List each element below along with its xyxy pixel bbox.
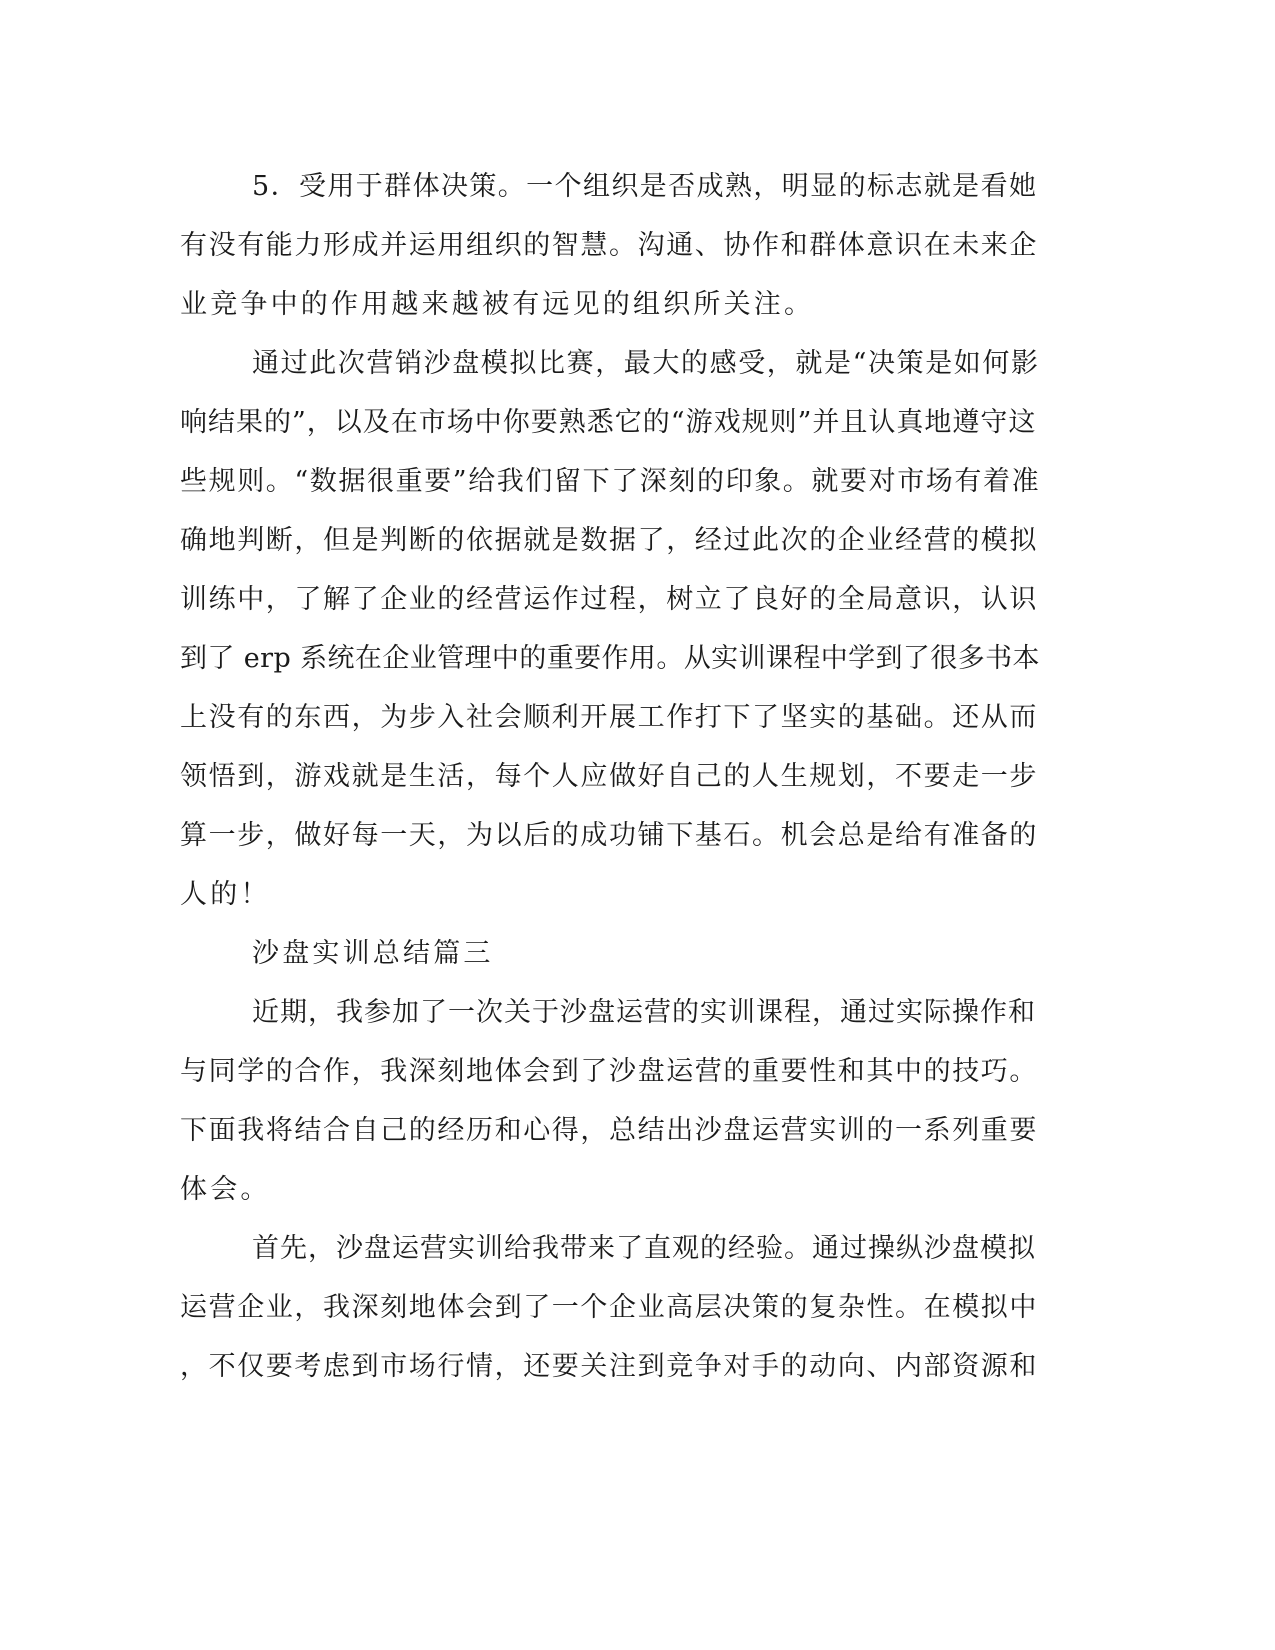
text-line: 运营企业，我深刻地体会到了一个企业高层决策的复杂性。在模拟中 — [180, 1292, 1038, 1323]
text-line: 人的！ — [180, 879, 271, 910]
text-line: 有没有能力形成并运用组织的智慧。沟通、协作和群体意识在未来企 — [180, 230, 1038, 261]
text-line: 领悟到，游戏就是生活，每个人应做好自己的人生规划，不要走一步 — [180, 761, 1038, 792]
text-line: 5．受用于群体决策。一个组织是否成熟，明显的标志就是看她 — [252, 171, 1038, 202]
text-line: 算一步，做好每一天，为以后的成功铺下基石。机会总是给有准备的 — [180, 820, 1038, 851]
text-line: 训练中，了解了企业的经营运作过程，树立了良好的全局意识，认识 — [180, 584, 1038, 615]
text-line: 近期，我参加了一次关于沙盘运营的实训课程，通过实际操作和 — [252, 997, 1036, 1028]
text-line: 体会。 — [180, 1174, 271, 1205]
text-line: ，不仅要考虑到市场行情，还要关注到竞争对手的动向、内部资源和 — [180, 1351, 1038, 1382]
text-line: 业竞争中的作用越来越被有远见的组织所关注。 — [180, 289, 815, 320]
text-line: 上没有的东西，为步入社会顺利开展工作打下了坚实的基础。还从而 — [180, 702, 1038, 733]
text-line: 确地判断，但是判断的依据就是数据了，经过此次的企业经营的模拟 — [180, 525, 1038, 556]
text-line: 响结果的”，以及在市场中你要熟悉它的“游戏规则”并且认真地遵守这 — [180, 407, 1037, 438]
document-body — [180, 157, 1040, 1396]
text-line: 下面我将结合自己的经历和心得，总结出沙盘运营实训的一系列重要 — [180, 1115, 1038, 1146]
text-line: 与同学的合作，我深刻地体会到了沙盘运营的重要性和其中的技巧。 — [180, 1056, 1038, 1087]
text-line: 到了 erp 系统在企业管理中的重要作用。从实训课程中学到了很多书本 — [180, 643, 1040, 674]
text-line: 首先，沙盘运营实训给我带来了直观的经验。通过操纵沙盘模拟 — [252, 1233, 1036, 1264]
text-line: 通过此次营销沙盘模拟比赛，最大的感受，就是“决策是如何影 — [252, 348, 1040, 379]
text-line: 些规则。“数据很重要”给我们留下了深刻的印象。就要对市场有着准 — [180, 466, 1041, 497]
text-line: 沙盘实训总结篇三 — [252, 938, 494, 969]
